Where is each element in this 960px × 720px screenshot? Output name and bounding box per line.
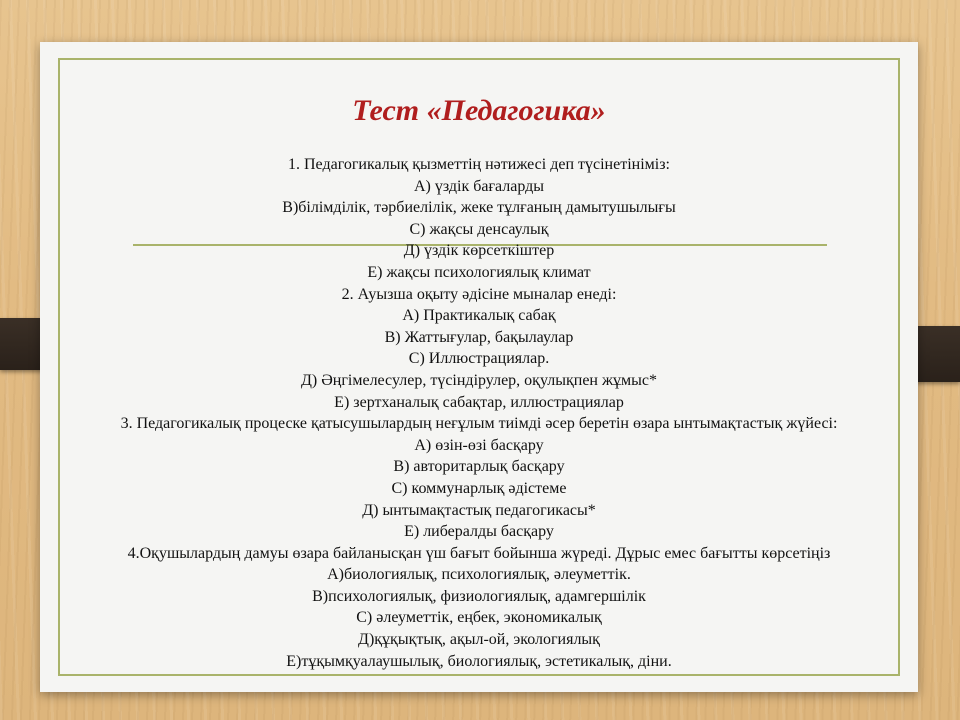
question-list [40,154,918,672]
answer-line: С) Иллюстрациялар. [408,350,550,368]
answer-line: В)психологиялық, физиологиялық, адамгершілік [312,587,646,605]
answer-line: Е)тұқымқуалаушылық, биологиялық, эстетикалық, діни. [286,652,672,670]
answer-line: Д) Әңгімелесулер, түсіндірулер, оқулықпен жұмыс* [300,371,658,389]
answer-line: С) әлеуметтік, еңбек, экономикалық [356,609,602,627]
answer-line: В) авторитарлық басқару [393,458,565,476]
question-line: 2. Ауызша оқыту әдісіне мыналар енеді: [341,285,617,303]
answer-line: А)биологиялық, психологиялық, әлеуметтік. [327,566,631,584]
question-line: 1. Педагогикалық қызметтің нәтижесі деп түсінетініміз: [288,156,670,173]
question-line: 4.Оқушылардың дамуы өзара байланысқан үш бағыт бойынша жүреді. Дұрыс емес бағытты көрсетіңіз [127,544,831,562]
answer-line: В) Жаттығулар, бақылаулар [384,328,574,346]
slide-card [40,42,918,692]
slide-title: Тест «Педагогика» [352,94,606,127]
answer-line: Д) ынтымақтастық педагогикасы* [362,501,596,519]
answer-line: С) коммунарлық әдістеме [391,479,567,497]
answer-line: Д)құқықтық, ақыл-ой, экологиялық [358,631,600,649]
answer-line: В)білімділік, тәрбиелілік, жеке тұлғаның дамытушылығы [282,199,676,217]
answer-line: Е) либералды басқару [404,523,554,541]
answer-line: Е) жақсы психологиялық климат [367,263,591,281]
question-line: 3. Педагогикалық процеске қатысушылардың неғұлым тиімді әсер беретін өзара ынтымақтастық жүйесі: [120,415,838,433]
answer-line: Е) зертханалық сабақтар, иллюстрациялар [334,393,624,411]
answer-line: Д) үздік көрсеткіштер [403,242,555,260]
answer-line: А) үздік бағаларды [413,177,545,195]
answer-line: А) Практикалық сабақ [402,307,556,325]
answer-line: А) өзін-өзі басқару [414,436,544,454]
answer-line: С) жақсы денсаулық [409,220,549,238]
